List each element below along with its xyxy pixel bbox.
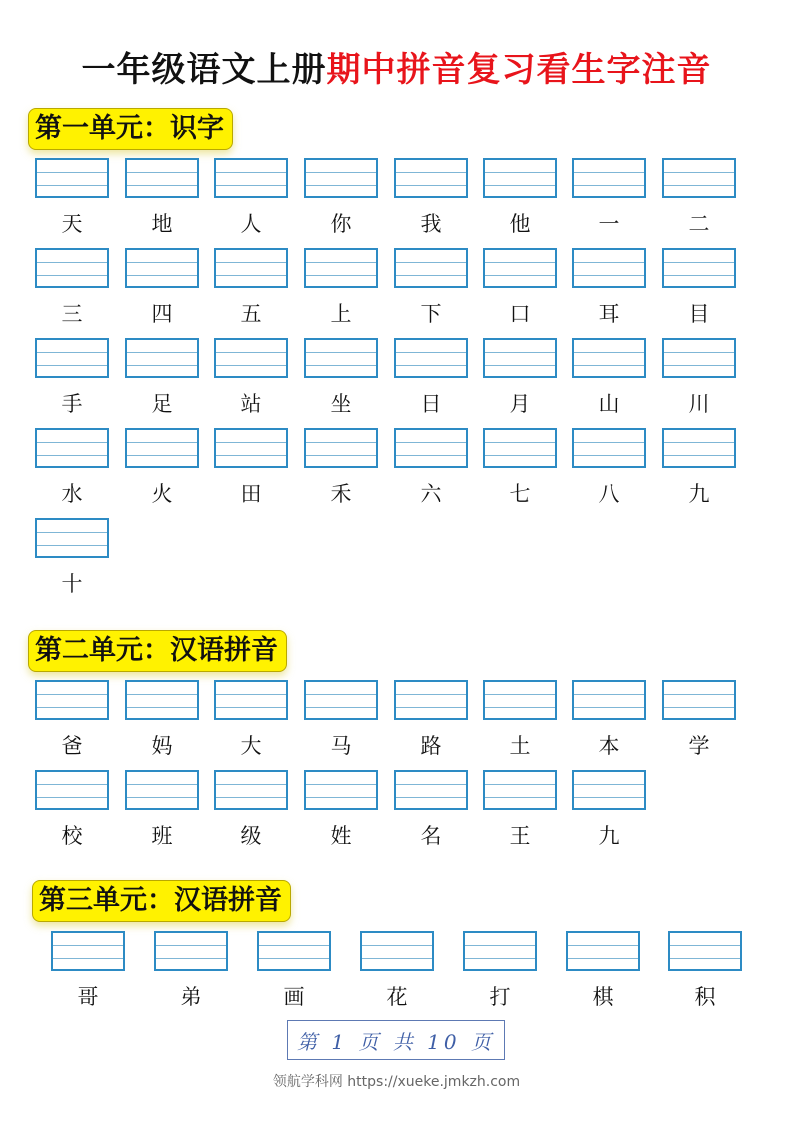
pinyin-writing-box[interactable] [125,248,199,288]
guide-line [306,352,376,353]
guide-line [127,172,197,173]
page-title [0,48,793,92]
guide-line [396,275,466,276]
guide-line [574,784,644,785]
guide-line [306,455,376,456]
hanzi-character: 爸 [61,734,83,758]
guide-line [574,262,644,263]
guide-line [568,945,638,946]
guide-line [37,455,107,456]
guide-line [664,365,734,366]
title-black-part: 一年级语文上册 [81,50,327,90]
hanzi-character: 十 [61,572,83,596]
pinyin-writing-box[interactable] [257,931,331,971]
site-footer: 领航学科网 https://xueke.jmkzh.com [272,1074,521,1090]
pinyin-writing-box[interactable] [214,158,288,198]
pinyin-writing-box[interactable] [662,158,736,198]
pinyin-writing-box[interactable] [483,158,557,198]
pinyin-writing-box[interactable] [483,428,557,468]
pinyin-writing-box[interactable] [572,248,646,288]
guide-line [37,365,107,366]
pinyin-writing-box[interactable] [394,770,468,810]
guide-line [670,945,740,946]
pinyin-writing-box[interactable] [483,248,557,288]
guide-line [465,958,535,959]
guide-line [156,945,226,946]
pinyin-writing-box[interactable] [214,338,288,378]
guide-line [127,275,197,276]
pinyin-writing-box[interactable] [394,158,468,198]
guide-line [37,797,107,798]
guide-line [396,442,466,443]
guide-line [396,352,466,353]
pinyin-writing-box[interactable] [35,338,109,378]
guide-line [306,365,376,366]
guide-line [216,694,286,695]
pinyin-writing-box[interactable] [394,248,468,288]
guide-line [306,275,376,276]
pinyin-writing-box[interactable] [35,428,109,468]
hanzi-character: 妈 [151,734,173,758]
section-1-label: 第一单元：识字 [28,108,233,150]
pinyin-writing-box[interactable] [214,248,288,288]
hanzi-character: 土 [509,734,531,758]
guide-line [127,262,197,263]
guide-line [127,455,197,456]
guide-line [396,262,466,263]
guide-line [574,172,644,173]
guide-line [216,797,286,798]
pinyin-writing-box[interactable] [125,338,199,378]
guide-line [574,365,644,366]
guide-line [37,275,107,276]
pinyin-writing-box[interactable] [394,338,468,378]
guide-line [306,797,376,798]
pinyin-writing-box[interactable] [35,518,109,558]
hanzi-character: 日 [420,392,442,416]
guide-line [37,442,107,443]
pinyin-writing-box[interactable] [214,428,288,468]
pinyin-writing-box[interactable] [483,680,557,720]
guide-line [664,262,734,263]
hanzi-character: 一 [598,212,620,236]
hanzi-character: 学 [688,734,710,758]
pinyin-writing-box[interactable] [154,931,228,971]
guide-line [574,275,644,276]
pinyin-writing-box[interactable] [572,680,646,720]
hanzi-character: 目 [688,302,710,326]
guide-line [396,185,466,186]
hanzi-character: 九 [598,824,620,848]
pinyin-writing-box[interactable] [572,338,646,378]
guide-line [306,185,376,186]
guide-line [485,797,555,798]
hanzi-character: 王 [509,824,531,848]
guide-line [664,185,734,186]
hanzi-character: 坐 [330,392,352,416]
guide-line [396,172,466,173]
guide-line [37,707,107,708]
guide-line [127,784,197,785]
pinyin-writing-box[interactable] [304,158,378,198]
guide-line [574,707,644,708]
pinyin-writing-box[interactable] [572,428,646,468]
pinyin-writing-box[interactable] [304,428,378,468]
guide-line [465,945,535,946]
guide-line [53,945,123,946]
hanzi-character: 名 [420,824,442,848]
hanzi-character: 川 [688,392,710,416]
hanzi-character: 二 [688,212,710,236]
pinyin-writing-box[interactable] [214,770,288,810]
pinyin-writing-box[interactable] [662,338,736,378]
guide-line [670,958,740,959]
hanzi-character: 月 [509,392,531,416]
hanzi-character: 路 [420,734,442,758]
hanzi-character: 校 [61,824,83,848]
pinyin-writing-box[interactable] [125,770,199,810]
pinyin-writing-box[interactable] [668,931,742,971]
guide-line [306,442,376,443]
hanzi-character: 级 [240,824,262,848]
pinyin-writing-box[interactable] [35,248,109,288]
guide-line [216,172,286,173]
guide-line [37,262,107,263]
pinyin-writing-box[interactable] [304,770,378,810]
pinyin-writing-box[interactable] [214,680,288,720]
guide-line [485,262,555,263]
hanzi-character: 花 [386,985,408,1009]
guide-line [127,442,197,443]
guide-line [664,455,734,456]
guide-line [574,455,644,456]
hanzi-character: 弟 [180,985,202,1009]
hanzi-character: 人 [240,212,262,236]
hanzi-character: 足 [151,392,173,416]
guide-line [485,694,555,695]
hanzi-character: 棋 [592,985,614,1009]
hanzi-character: 上 [330,302,352,326]
guide-line [485,172,555,173]
guide-line [485,707,555,708]
pinyin-writing-box[interactable] [125,428,199,468]
guide-line [216,275,286,276]
hanzi-character: 六 [420,482,442,506]
guide-line [216,365,286,366]
pinyin-writing-box[interactable] [394,428,468,468]
guide-line [127,365,197,366]
guide-line [664,694,734,695]
hanzi-character: 马 [330,734,352,758]
guide-line [306,262,376,263]
hanzi-character: 姓 [330,824,352,848]
pinyin-writing-box[interactable] [35,680,109,720]
pinyin-writing-box[interactable] [51,931,125,971]
pinyin-writing-box[interactable] [125,158,199,198]
hanzi-character: 手 [61,392,83,416]
guide-line [396,784,466,785]
guide-line [37,352,107,353]
guide-line [664,442,734,443]
hanzi-character: 七 [509,482,531,506]
guide-line [485,275,555,276]
guide-line [574,442,644,443]
guide-line [156,958,226,959]
hanzi-character: 水 [61,482,83,506]
guide-line [216,262,286,263]
guide-line [485,442,555,443]
hanzi-character: 站 [240,392,262,416]
hanzi-character: 下 [420,302,442,326]
hanzi-character: 八 [598,482,620,506]
pinyin-writing-box[interactable] [572,770,646,810]
pinyin-writing-box[interactable] [360,931,434,971]
guide-line [396,694,466,695]
guide-line [485,352,555,353]
pinyin-writing-box[interactable] [35,770,109,810]
guide-line [485,185,555,186]
guide-line [37,545,107,546]
pinyin-writing-box[interactable] [662,680,736,720]
guide-line [306,172,376,173]
page-indicator [287,1020,505,1060]
guide-line [216,784,286,785]
guide-line [306,694,376,695]
page-indicator-text: 第 1 页 共 10 页 [297,1029,495,1054]
hanzi-character: 田 [240,482,262,506]
hanzi-character: 班 [151,824,173,848]
section-2-label: 第二单元：汉语拼音 [28,630,287,672]
pinyin-writing-box[interactable] [662,428,736,468]
hanzi-character: 你 [330,212,352,236]
guide-line [574,694,644,695]
pinyin-writing-box[interactable] [304,338,378,378]
hanzi-character: 耳 [598,302,620,326]
guide-line [574,797,644,798]
guide-line [37,784,107,785]
guide-line [216,442,286,443]
guide-line [216,185,286,186]
hanzi-character: 我 [420,212,442,236]
guide-line [396,455,466,456]
guide-line [216,352,286,353]
guide-line [574,185,644,186]
hanzi-character: 积 [694,985,716,1009]
guide-line [37,694,107,695]
guide-line [127,707,197,708]
hanzi-character: 禾 [330,482,352,506]
guide-line [37,172,107,173]
guide-line [362,945,432,946]
guide-line [127,352,197,353]
pinyin-writing-box[interactable] [35,158,109,198]
guide-line [485,365,555,366]
guide-line [574,352,644,353]
guide-line [127,694,197,695]
guide-line [362,958,432,959]
guide-line [664,352,734,353]
pinyin-writing-box[interactable] [483,338,557,378]
hanzi-character: 四 [151,302,173,326]
guide-line [127,185,197,186]
guide-line [396,365,466,366]
hanzi-character: 口 [509,302,531,326]
pinyin-writing-box[interactable] [304,248,378,288]
pinyin-writing-box[interactable] [572,158,646,198]
hanzi-character: 他 [509,212,531,236]
hanzi-character: 九 [688,482,710,506]
guide-line [37,185,107,186]
hanzi-character: 五 [240,302,262,326]
pinyin-writing-box[interactable] [662,248,736,288]
hanzi-character: 火 [151,482,173,506]
guide-line [396,707,466,708]
guide-line [396,797,466,798]
guide-line [259,958,329,959]
hanzi-character: 三 [61,302,83,326]
title-red-part: 期中拼音复习看生字注音 [326,50,712,90]
guide-line [568,958,638,959]
pinyin-writing-box[interactable] [483,770,557,810]
hanzi-character: 画 [283,985,305,1009]
section-3-label: 第三单元：汉语拼音 [32,880,291,922]
guide-line [306,707,376,708]
guide-line [485,784,555,785]
guide-line [37,532,107,533]
guide-line [53,958,123,959]
pinyin-writing-box[interactable] [566,931,640,971]
hanzi-character: 本 [598,734,620,758]
hanzi-character: 哥 [77,985,99,1009]
guide-line [664,707,734,708]
guide-line [127,797,197,798]
guide-line [216,455,286,456]
pinyin-writing-box[interactable] [125,680,199,720]
guide-line [306,784,376,785]
guide-line [259,945,329,946]
guide-line [664,275,734,276]
pinyin-writing-box[interactable] [463,931,537,971]
pinyin-writing-box[interactable] [304,680,378,720]
hanzi-character: 山 [598,392,620,416]
hanzi-character: 大 [240,734,262,758]
hanzi-character: 天 [61,212,83,236]
guide-line [664,172,734,173]
guide-line [485,455,555,456]
hanzi-character: 地 [151,212,173,236]
guide-line [216,707,286,708]
pinyin-writing-box[interactable] [394,680,468,720]
hanzi-character: 打 [489,985,511,1009]
